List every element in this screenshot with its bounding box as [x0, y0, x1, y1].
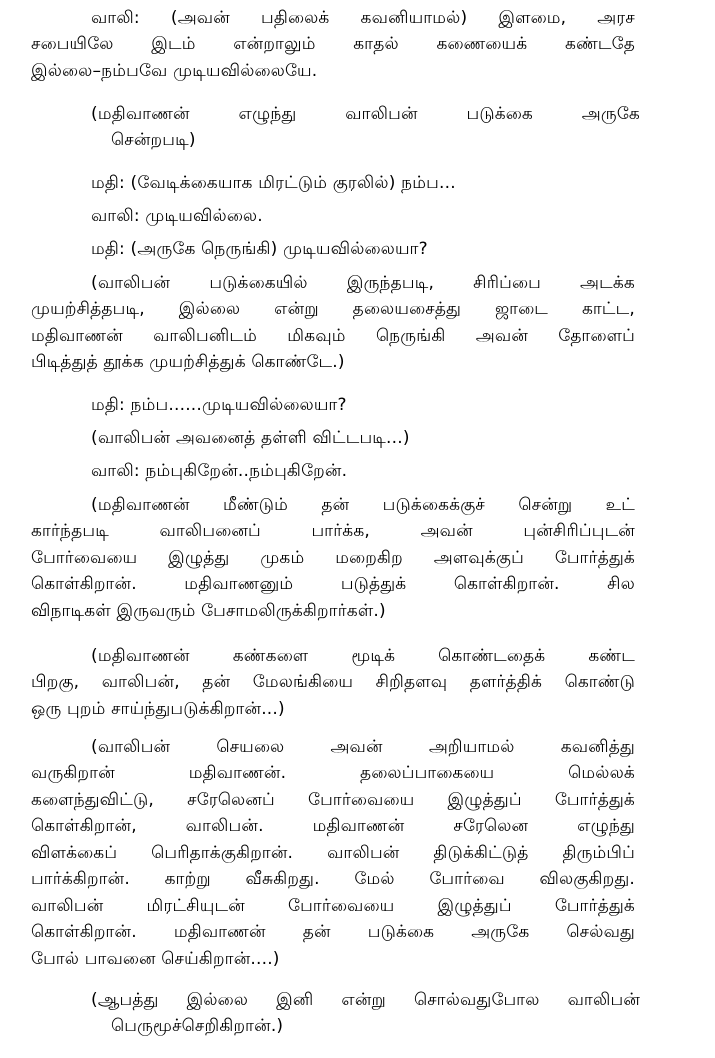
stage-direction-sigh-cont	[111, 1013, 640, 1040]
text-line: (ஆபத்து இல்லை இனி என்று சொல்வதுபோல வாலிபன்	[91, 990, 640, 1010]
text-line: வாலி: (அவன் பதிலைக் கவனியாமல்) இளமை, அரச	[91, 8, 635, 28]
dialogue-vaali-believe	[91, 458, 491, 485]
dialogue-vaali-cannot	[91, 203, 491, 230]
text-line: (மதிவாணன் எழுந்து வாலிபன் படுக்கை அருகே	[91, 104, 640, 124]
stage-direction-closes-eyes	[91, 643, 635, 670]
text-line: வாலிபன் மிரட்சியுடன் போர்வையை இழுத்துப் போர்த்துக்	[31, 895, 635, 916]
text-line: மதி: (அருகே நெருங்கி) முடியவில்லையா?	[91, 239, 428, 259]
stage-direction-vaali-laughs-cont	[31, 296, 635, 376]
text-line: கொள்கிறான். மதிவாணனும் படுத்துக் கொள்கிறான். சில	[31, 574, 635, 594]
text-line: களைந்துவிட்டு, சரேலெனப் போர்வையை இழுத்துப் போர்த்துக்	[31, 789, 635, 810]
text-line: மதி: நம்ப......முடியவில்லையா?	[91, 395, 347, 415]
dialogue-mathi-believe-cannot	[91, 392, 491, 419]
stage-direction-mathi-rises-cont	[111, 127, 640, 154]
stage-direction-sigh	[91, 987, 640, 1014]
text-line: விநாடிகள் இருவரும் பேசாமலிருக்கிறார்கள்.)	[31, 600, 386, 621]
text-line: முயற்சித்தபடி, இல்லை என்று தலையசைத்து ஜாடை காட்ட,	[31, 299, 635, 319]
text-line: பார்க்கிறான். காற்று வீசுகிறது. மேல் போர்வை விலகுகிறது.	[31, 869, 635, 889]
stage-direction-closes-eyes-cont	[31, 669, 635, 722]
text-line: (வாலிபன் செயலை அவன் அறியாமல் கவனித்து	[91, 737, 635, 757]
text-line: (மதிவாணன் மீண்டும் தன் படுக்கைக்குச் சென்று உட்	[91, 495, 635, 515]
text-line: வாலி: நம்புகிறேன்..நம்புகிறேன்.	[91, 461, 348, 481]
text-line: (வாலிபன் படுக்கையில் இருந்தபடி, சிரிப்பை அடக்க	[91, 273, 635, 293]
text-line: பிறகு, வாலிபன், தன் மேலங்கியை சிறிதளவு தளர்த்திக் கொண்டு	[31, 672, 635, 692]
stage-direction-returns-bed	[91, 492, 635, 519]
dialogue-vaali-opening-cont	[31, 31, 635, 84]
stage-direction-vaali-laughs	[91, 270, 635, 297]
text-line: பெருமூச்செறிகிறான்.)	[111, 1016, 284, 1036]
text-line: இல்லை–நம்பவே முடியவில்லையே.	[31, 60, 318, 81]
text-line: ஒரு புறம் சாய்ந்துபடுக்கிறான்...)	[31, 698, 285, 719]
text-line: கொள்கிறான், வாலிபன். மதிவாணன் சரேலென எழுந்து	[31, 816, 635, 836]
text-line: போர்வையை இழுத்து முகம் மறைகிற அளவுக்குப் போர்த்துக்	[31, 547, 635, 568]
stage-direction-mathi-rises	[91, 101, 640, 128]
stage-direction-push	[91, 425, 541, 452]
stage-direction-watching	[91, 734, 635, 761]
dialogue-mathi-cannot-question	[91, 236, 591, 263]
stage-direction-returns-bed-cont	[31, 518, 635, 624]
text-line: வருகிறான் மதிவாணன். தலைப்பாகையை மெல்லக்	[31, 763, 635, 783]
text-line: சென்றபடி)	[111, 130, 196, 150]
text-line: கொள்கிறான். மதிவாணன் தன் படுக்கை அருகே செல்வது	[31, 922, 635, 942]
text-line: (மதிவாணன் கண்களை மூடிக் கொண்டதைக் கண்ட	[91, 646, 635, 666]
text-line: போல் பாவனை செய்கிறான்....)	[31, 948, 280, 969]
stage-direction-watching-cont	[31, 760, 635, 972]
dialogue-vaali-opening	[91, 5, 635, 32]
text-line: விளக்கைப் பெரிதாக்குகிறான். வாலிபன் திடுக்கிட்டுத் திரும்பிப்	[31, 842, 635, 863]
text-line: மதிவாணன் வாலிபனிடம் மிகவும் நெருங்கி அவன் தோளைப்	[31, 325, 635, 346]
text-line: கார்ந்தபடி வாலிபனைப் பார்க்க, அவன் புன்சிரிப்புடன்	[31, 521, 635, 541]
text-line: மதி: (வேடிக்கையாக மிரட்டும் குரலில்) நம்ப...	[91, 173, 456, 193]
text-line: வாலி: முடியவில்லை.	[91, 206, 263, 226]
dialogue-mathi-believe	[91, 170, 611, 197]
text-line: (வாலிபன் அவனைத் தள்ளி விட்டபடி...)	[91, 428, 410, 448]
text-line: சபையிலே இடம் என்றாலும் காதல் கணையைக் கண்டதே	[31, 34, 635, 54]
text-line: பிடித்துத் தூக்க முயற்சித்துக் கொண்டே.)	[31, 352, 345, 372]
